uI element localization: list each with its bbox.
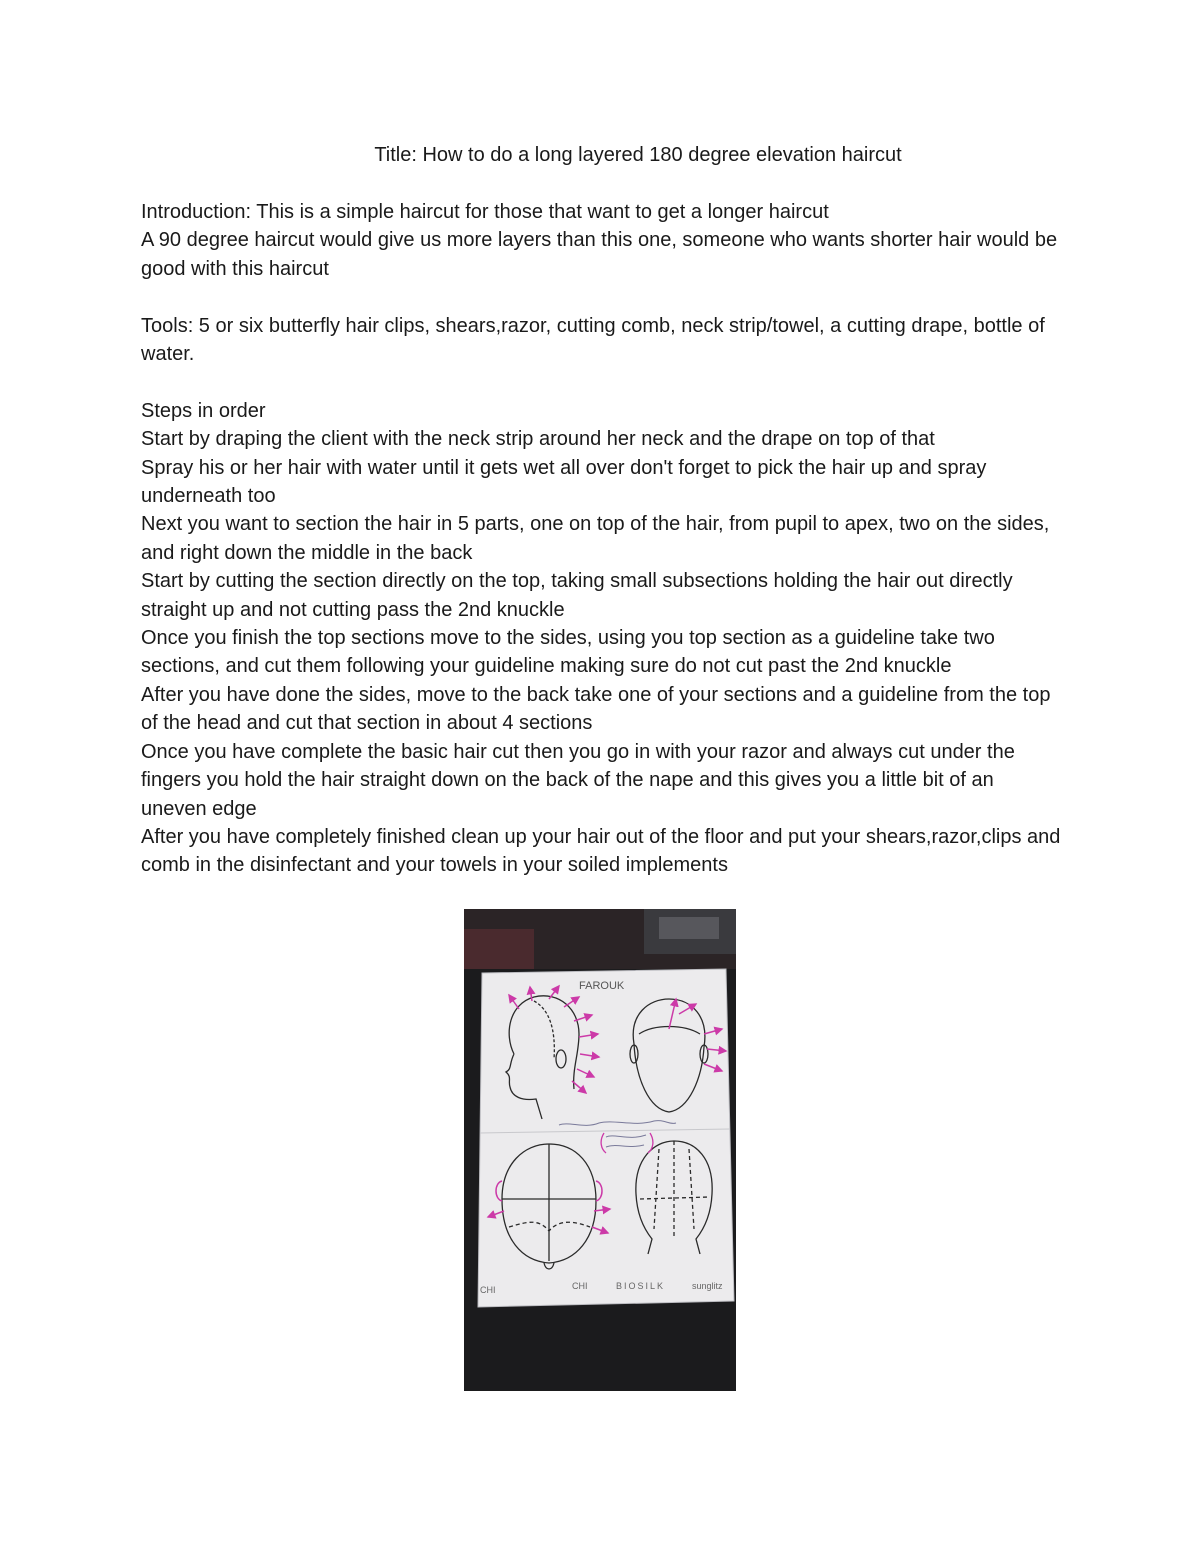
step-item: Once you finish the top sections move to the sides, using you top section as a guideline take two sections, and cut them following your guideline making sure do not cut past the 2nd knuckle	[141, 627, 995, 678]
step-item: Spray his or her hair with water until it gets wet all over don't forget to pick the hair up and spray underneath too	[141, 456, 987, 508]
document-title: Title: How to do a long layered 180 degree elevation haircut	[374, 144, 902, 166]
intro-line: A 90 degree haircut would give us more layers than this one, someone who wants shorter hair would be good with this haircut	[141, 229, 1058, 280]
step-item: Start by cutting the section directly on the top, taking small subsections holding the hair out directly straight up and not cutting pass the 2nd knuckle	[141, 570, 1013, 621]
sheet-brand-text: FAROUK	[579, 980, 625, 992]
step-item: After you have done the sides, move to the back take one of your sections and a guideline from the top of the head and cut that section in about 4 sections	[141, 683, 1051, 735]
step-item: After you have completely finished clean up your hair out of the floor and put your shears,razor,clips and comb in the disinfectant and your towels in your soiled implements	[141, 825, 1061, 877]
intro-line: Introduction: This is a simple haircut for those that want to get a longer haircut	[141, 201, 829, 223]
footer-logo: CHI	[480, 1285, 496, 1295]
tools-paragraph: Tools: 5 or six butterfly hair clips, shears,razor, cutting comb, neck strip/towel, a cutting drape, bottle of water.	[141, 314, 1045, 366]
footer-logo: CHI	[572, 1281, 588, 1291]
step-item: Start by draping the client with the neck strip around her neck and the drape on top of that	[141, 428, 935, 451]
haircut-diagram-photo	[464, 909, 736, 1391]
step-item: Once you have complete the basic hair cut then you go in with your razor and always cut under the fingers you hold the hair straight down on the back of the nape and this gives you a little bit of an uneven edge	[141, 740, 1015, 820]
document-body	[141, 198, 1061, 880]
footer-logo: BIOSILK	[616, 1281, 666, 1291]
step-item: Next you want to section the hair in 5 parts, one on top of the hair, from pupil to apex, two on the sides, and right down the middle in the back	[141, 513, 1050, 564]
steps-heading: Steps in order	[141, 399, 266, 422]
footer-logo: sunglitz	[692, 1281, 723, 1291]
